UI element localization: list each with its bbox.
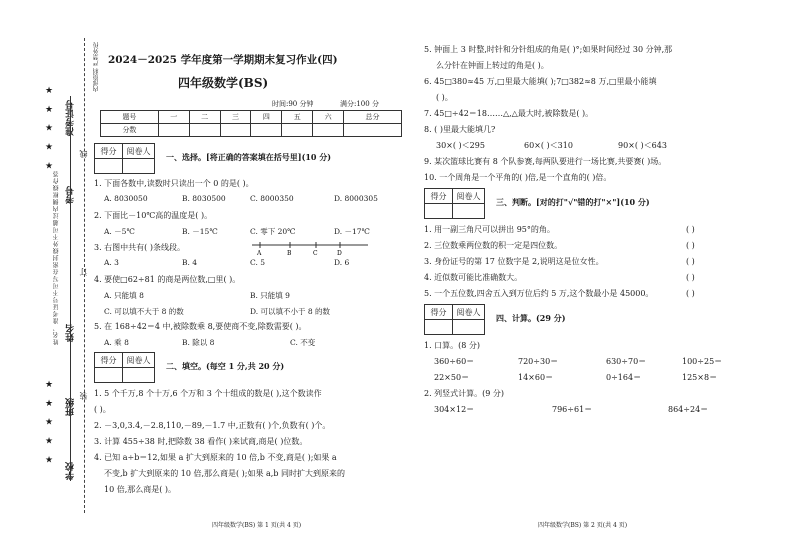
choice-q1-opt-b[interactable]: B. 8030500 bbox=[182, 194, 226, 203]
choice-q4-opt-a[interactable]: A. 只能填 8 bbox=[104, 291, 144, 300]
judge-q2: 2. 三位数乘两位数的积一定是四位数。 bbox=[424, 241, 563, 250]
cut-mark-bind: 订 bbox=[79, 268, 88, 276]
vertical-calc-item: 796÷61＝ bbox=[552, 405, 593, 414]
choice-q5-opt-b[interactable]: B. 除以 8 bbox=[182, 338, 215, 347]
choice-q3-opt-c[interactable]: C. 5 bbox=[250, 258, 266, 267]
score-cell[interactable] bbox=[313, 124, 344, 137]
margin-write-line bbox=[70, 96, 71, 481]
score-table-row-label: 分数 bbox=[101, 124, 159, 137]
fill-q8: 8. ( )里最大能填几? bbox=[424, 125, 496, 134]
score-table-header: 总分 bbox=[344, 111, 402, 124]
choice-q5: 5. 在 168÷42＝4 中,被除数乘 8,要使商不变,除数需要( )。 bbox=[94, 322, 307, 331]
grader-score-label: 得分 bbox=[425, 189, 453, 204]
choice-q2-opt-c[interactable]: C. 零下 20℃ bbox=[250, 227, 296, 236]
oral-calc-item: 125×8＝ bbox=[682, 373, 718, 382]
grader-box-3 bbox=[424, 188, 485, 219]
fill-q4-line1: 4. 已知 a÷b＝12,如果 a 扩大到原来的 10 倍,b 不变,商是( );如果 a bbox=[94, 453, 337, 462]
grader-box-2 bbox=[94, 352, 155, 383]
grader-score-label: 得分 bbox=[425, 305, 453, 320]
judge-q3: 3. 身份证号的第 17 位数字是 2,说明这是位女性。 bbox=[424, 257, 604, 266]
fill-q1-line2: ( )。 bbox=[94, 405, 111, 414]
score-table-header: 五 bbox=[282, 111, 313, 124]
choice-q2: 2. 下面比－10℃高的温度是( )。 bbox=[94, 211, 213, 220]
margin-stars-top: ★ ★ ★ ★ ★ bbox=[44, 86, 54, 175]
choice-q2-opt-d[interactable]: D. －17℃ bbox=[334, 227, 370, 236]
oral-calc-item: 22×50＝ bbox=[434, 373, 470, 382]
segment-label-c: C bbox=[313, 250, 318, 256]
segment-label-d: D bbox=[337, 250, 342, 256]
fill-q5-line2: 么分针在钟面上转过的角是( )。 bbox=[436, 61, 549, 70]
oral-calc-item: 720÷30＝ bbox=[518, 357, 559, 366]
choice-q2-opt-a[interactable]: A. －5℃ bbox=[104, 227, 135, 236]
fill-q3: 3. 计算 455÷38 时,把除数 38 看作( )来试商,商是( )位数。 bbox=[94, 437, 308, 446]
judge-q4: 4. 近似数可能比准确数大。 bbox=[424, 273, 523, 282]
calc-q1-heading: 1. 口算。(8 分) bbox=[424, 341, 481, 350]
choice-q3-opt-b[interactable]: B. 4 bbox=[182, 258, 198, 267]
grader-box-1 bbox=[94, 143, 155, 174]
oral-calc-item: 100÷25＝ bbox=[682, 357, 723, 366]
score-cell[interactable] bbox=[220, 124, 251, 137]
grader-name-label: 阅卷人 bbox=[453, 305, 485, 320]
score-table-header: 二 bbox=[189, 111, 220, 124]
page1-footer: 四年级数学(BS) 第 1 页(共 4 页) bbox=[212, 522, 302, 529]
choice-q2-opt-b[interactable]: B. －15℃ bbox=[182, 227, 218, 236]
segment-label-a: A bbox=[257, 250, 262, 256]
choice-q5-opt-a[interactable]: A. 乘 8 bbox=[104, 338, 129, 347]
judge-q5: 5. 一个五位数,四舍五入到万位后约 5 万,这个数最小是 45000。 bbox=[424, 289, 654, 298]
fill-q5-line1: 5. 钟面上 3 时整,时针和分针组成的角是( )°;如果时间经过 30 分钟,那 bbox=[424, 45, 673, 54]
seal-line bbox=[84, 38, 85, 513]
exam-no-field-label: 考号 bbox=[66, 186, 76, 204]
fill-q1-line1: 1. 5 个千万,8 个十万,6 个万和 3 个十组成的数是( ),这个数读作 bbox=[94, 389, 322, 398]
grader-score-label: 得分 bbox=[95, 353, 123, 368]
choice-q1-opt-a[interactable]: A. 8030050 bbox=[104, 194, 148, 203]
grader-name-label: 阅卷人 bbox=[123, 353, 155, 368]
fill-q6-line1: 6. 45□380≈45 万,□里最大能填( );7□382≈8 万,□里最小能填 bbox=[424, 77, 657, 86]
grader-score-label: 得分 bbox=[95, 144, 123, 159]
choice-q4-opt-c[interactable]: C. 可以填不大于 8 的数 bbox=[104, 307, 184, 316]
seal-notice: 姓名、准考证号不可写在密封线外不可越过内侧框线作答 bbox=[53, 170, 60, 345]
grader-score-cell[interactable] bbox=[95, 159, 123, 174]
segment-label-b: B bbox=[287, 250, 292, 256]
choice-q1-opt-c[interactable]: C. 8000350 bbox=[250, 194, 294, 203]
grader-name-label: 阅卷人 bbox=[453, 189, 485, 204]
vertical-calc-item: 864÷24＝ bbox=[668, 405, 709, 414]
score-table bbox=[100, 110, 402, 137]
exam-full-score: 满分:100 分 bbox=[340, 100, 379, 108]
section-2-heading: 二、填空。(每空 1 分,共 20 分) bbox=[166, 361, 285, 371]
section-4-heading: 四、计算。(29 分) bbox=[496, 313, 566, 323]
choice-q3-opt-d[interactable]: D. 6 bbox=[334, 258, 350, 267]
fill-q8-item1: 30×( )＜295 bbox=[436, 141, 485, 150]
oral-calc-item: 14×60＝ bbox=[518, 373, 554, 382]
grader-name-cell[interactable] bbox=[453, 204, 485, 219]
choice-q3-opt-a[interactable]: A. 3 bbox=[104, 258, 119, 267]
school-field-label: 学校 bbox=[66, 462, 76, 480]
margin-stars-bottom: ★ ★ ★ ★ ★ bbox=[44, 380, 54, 469]
calc-q2-heading: 2. 列竖式计算。(9 分) bbox=[424, 389, 505, 398]
fill-q8-item3: 90×( )＜643 bbox=[618, 141, 667, 150]
segment-diagram bbox=[250, 240, 370, 256]
judge-q5-answer[interactable]: ( ) bbox=[686, 289, 695, 298]
section-1-heading: 一、选择。[将正确的答案填在括号里](10 分) bbox=[166, 152, 332, 162]
choice-q5-opt-c[interactable]: C. 不变 bbox=[290, 338, 316, 347]
fill-q10: 10. 一个周角是一个平角的( )倍,是一个直角的( )倍。 bbox=[424, 173, 612, 182]
oral-calc-item: 0÷164＝ bbox=[606, 373, 642, 382]
score-table-header: 六 bbox=[313, 111, 344, 124]
grader-name-cell[interactable] bbox=[123, 159, 155, 174]
judge-q1: 1. 用一副三角尺可以拼出 95°的角。 bbox=[424, 225, 555, 234]
oral-calc-item: 360÷60＝ bbox=[434, 357, 475, 366]
score-cell[interactable] bbox=[282, 124, 313, 137]
fill-q9: 9. 某次篮球比赛有 8 个队参赛,每两队要进行一场比赛,共要赛( )场。 bbox=[424, 157, 667, 166]
fill-q4-line3: 10 倍,那么商是( )。 bbox=[104, 485, 177, 494]
score-cell[interactable] bbox=[344, 124, 402, 137]
cut-mark-seal: 装 bbox=[79, 392, 88, 400]
score-cell[interactable] bbox=[189, 124, 220, 137]
judge-q4-answer[interactable]: ( ) bbox=[686, 273, 695, 282]
fill-q6-line2: ( )。 bbox=[436, 93, 453, 102]
choice-q1: 1. 下面各数中,读数时只读出一个 0 的是( )。 bbox=[94, 179, 254, 188]
score-cell[interactable] bbox=[251, 124, 282, 137]
score-table-header: 题号 bbox=[101, 111, 159, 124]
internal-material-note: 内部资料 严禁外传 bbox=[93, 42, 100, 92]
fill-q2: 2. －3,0,3.4,－2.8,110,－89,－1.7 中,正数有( )个,负数有( )个。 bbox=[94, 421, 331, 430]
judge-q3-answer[interactable]: ( ) bbox=[686, 257, 695, 266]
judge-q1-answer[interactable]: ( ) bbox=[686, 225, 695, 234]
choice-q4-opt-d[interactable]: D. 可以填不小于 8 的数 bbox=[250, 307, 331, 316]
vertical-calc-item: 304×12＝ bbox=[434, 405, 475, 414]
grader-score-cell[interactable] bbox=[425, 320, 453, 335]
page2-footer: 四年级数学(BS) 第 2 页(共 4 页) bbox=[538, 522, 628, 529]
fill-q4-line2: 不变,b 扩大到原来的 10 倍,那么商是( );如果 a,b 同时扩大到原来的 bbox=[104, 469, 346, 478]
grader-box-4 bbox=[424, 304, 485, 335]
grader-name-label: 阅卷人 bbox=[123, 144, 155, 159]
score-cell[interactable] bbox=[158, 124, 189, 137]
grader-score-cell[interactable] bbox=[95, 368, 123, 383]
grader-name-cell[interactable] bbox=[123, 368, 155, 383]
exam-subject: 四年级数学(BS) bbox=[178, 76, 269, 90]
admission-no-field-label: 准考证号 bbox=[66, 100, 76, 136]
class-field-label: 班级 bbox=[66, 398, 76, 416]
grader-score-cell[interactable] bbox=[425, 204, 453, 219]
choice-q4-opt-b[interactable]: B. 只能填 9 bbox=[250, 291, 290, 300]
choice-q1-opt-d[interactable]: D. 8000305 bbox=[334, 194, 378, 203]
exam-title: 2024－2025 学年度第一学期期末复习作业(四) bbox=[108, 54, 338, 66]
choice-q4: 4. 要使□62÷81 的商是两位数,□里( )。 bbox=[94, 275, 241, 284]
score-table-header: 一 bbox=[158, 111, 189, 124]
grader-name-cell[interactable] bbox=[453, 320, 485, 335]
score-table-header: 三 bbox=[220, 111, 251, 124]
judge-q2-answer[interactable]: ( ) bbox=[686, 241, 695, 250]
fill-q7: 7. 45□÷42＝18……△,△最大时,被除数是( )。 bbox=[424, 109, 594, 118]
score-table-header: 四 bbox=[251, 111, 282, 124]
section-3-heading: 三、判断。[对的打"√"错的打"×"](10 分) bbox=[496, 197, 650, 207]
exam-time: 时间:90 分钟 bbox=[272, 100, 314, 108]
fill-q8-item2: 60×( )＜310 bbox=[524, 141, 573, 150]
name-field-label: 姓名 bbox=[66, 324, 76, 342]
oral-calc-item: 630÷70＝ bbox=[606, 357, 647, 366]
choice-q3: 3. 右图中共有( )条线段。 bbox=[94, 243, 185, 252]
cut-mark-line: 线 bbox=[79, 150, 88, 158]
